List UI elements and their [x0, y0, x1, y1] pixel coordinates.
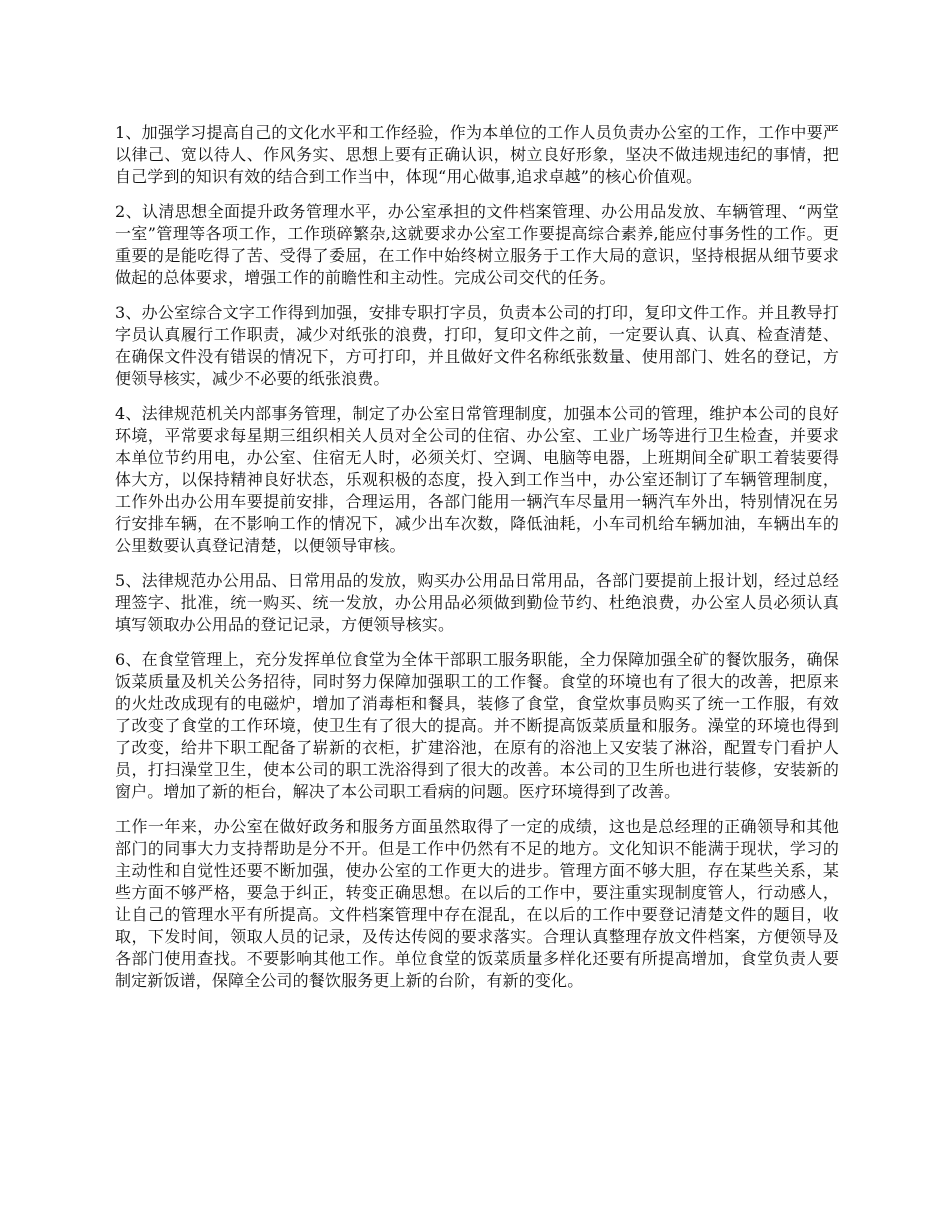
document-body: [115, 122, 839, 1005]
paragraph-6: 6、在食堂管理上，充分发挥单位食堂为全体干部职工服务职能，全力保障加强全矿的餐饮服务，确保饭菜质量及机关公务招待，同时努力保障加强职工的工作餐。食堂的环境也有了很大的改善，把原来的火灶改成现有的电磁炉，增加了消毒柜和餐具，装修了食堂，食堂炊事员购买了统一工作服，有效了改变了食堂的工作环境，使卫生有了很大的提高。并不断提高饭菜质量和服务。澡堂的环境也得到了改变，给井下职工配备了崭新的衣柜，扩建浴池，在原有的浴池上又安装了淋浴，配置专门看护人员，打扫澡堂卫生，使本公司的职工洗浴得到了很大的改善。本公司的卫生所也进行装修，安装新的窗户。增加了新的柜台，解决了本公司职工看病的问题。医疗环境得到了改善。: [115, 650, 839, 801]
paragraph-2: 2、认清思想全面提升政务管理水平，办公室承担的文件档案管理、办公用品发放、车辆管理、“两堂一室”管理等各项工作，工作琐碎繁杂,这就要求办公室工作要提高综合素养,能应付事务性的工作。更重要的是能吃得了苦、受得了委屈，在工作中始终树立服务于工作大局的意识，坚持根据从细节要求做起的总体要求，增强工作的前瞻性和主动性。完成公司交代的任务。: [115, 202, 839, 287]
paragraph-1: 1、加强学习提高自己的文化水平和工作经验，作为本单位的工作人员负责办公室的工作，工作中要严以律己、宽以待人、作风务实、思想上要有正确认识，树立良好形象，坚决不做违规违纪的事情，把自己学到的知识有效的结合到工作当中，体现“用心做事,追求卓越”的核心价值观。: [115, 123, 839, 186]
paragraph-summary: 工作一年来，办公室在做好政务和服务方面虽然取得了一定的成绩，这也是总经理的正确领导和其他部门的同事大力支持帮助是分不开。但是工作中仍然有不足的地方。文化知识不能满于现状，学习的主动性和自觉性还要不断加强，使办公室的工作更大的进步。管理方面不够大胆，存在某些关系，某些方面不够严格，要急于纠正，转变正确思想。在以后的工作中，要注重实现制度管人，行动感人，让自己的管理水平有所提高。文件档案管理中存在混乱，在以后的工作中要登记清楚文件的题目，收取，下发时间，领取人员的记录，及传达传阅的要求落实。合理认真整理存放文件档案，方便领导及各部门使用查找。不要影响其他工作。单位食堂的饭菜质量多样化还要有所提高增加，食堂负责人要制定新饭谱，保障全公司的餐饮服务更上新的台阶，有新的变化。: [115, 817, 839, 990]
paragraph-4: 4、法律规范机关内部事务管理，制定了办公室日常管理制度，加强本公司的管理，维护本公司的良好环境，平常要求每星期三组织相关人员对全公司的住宿、办公室、工业广场等进行卫生检查，并要求本单位节约用电，办公室、住宿无人时，必须关灯、空调、电脑等电器，上班期间全矿职工着装要得体大方，以保持精神良好状态，乐观积极的态度，投入到工作当中，办公室还制订了车辆管理制度，工作外出办公用车要提前安排，合理运用，各部门能用一辆汽车尽量用一辆汽车外出，特别情况在另行安排车辆，在不影响工作的情况下，减少出车次数，降低油耗，小车司机给车辆加油，车辆出车的公里数要认真登记清楚，以便领导审核。: [115, 404, 839, 555]
paragraph-3: 3、办公室综合文字工作得到加强，安排专职打字员，负责本公司的打印，复印文件工作。并且教导打字员认真履行工作职责，减少对纸张的浪费，打印，复印文件之前，一定要认真、认真、检查清楚、在确保文件没有错误的情况下，方可打印，并且做好文件名称纸张数量、使用部门、姓名的登记，方便领导核实，减少不必要的纸张浪费。: [115, 303, 839, 388]
paragraph-5: 5、法律规范办公用品、日常用品的发放，购买办公用品日常用品，各部门要提前上报计划，经过总经理签字、批准，统一购买、统一发放，办公用品必须做到勤俭节约、杜绝浪费，办公室人员必须认真填写领取办公用品的登记记录，方便领导核实。: [115, 571, 839, 634]
